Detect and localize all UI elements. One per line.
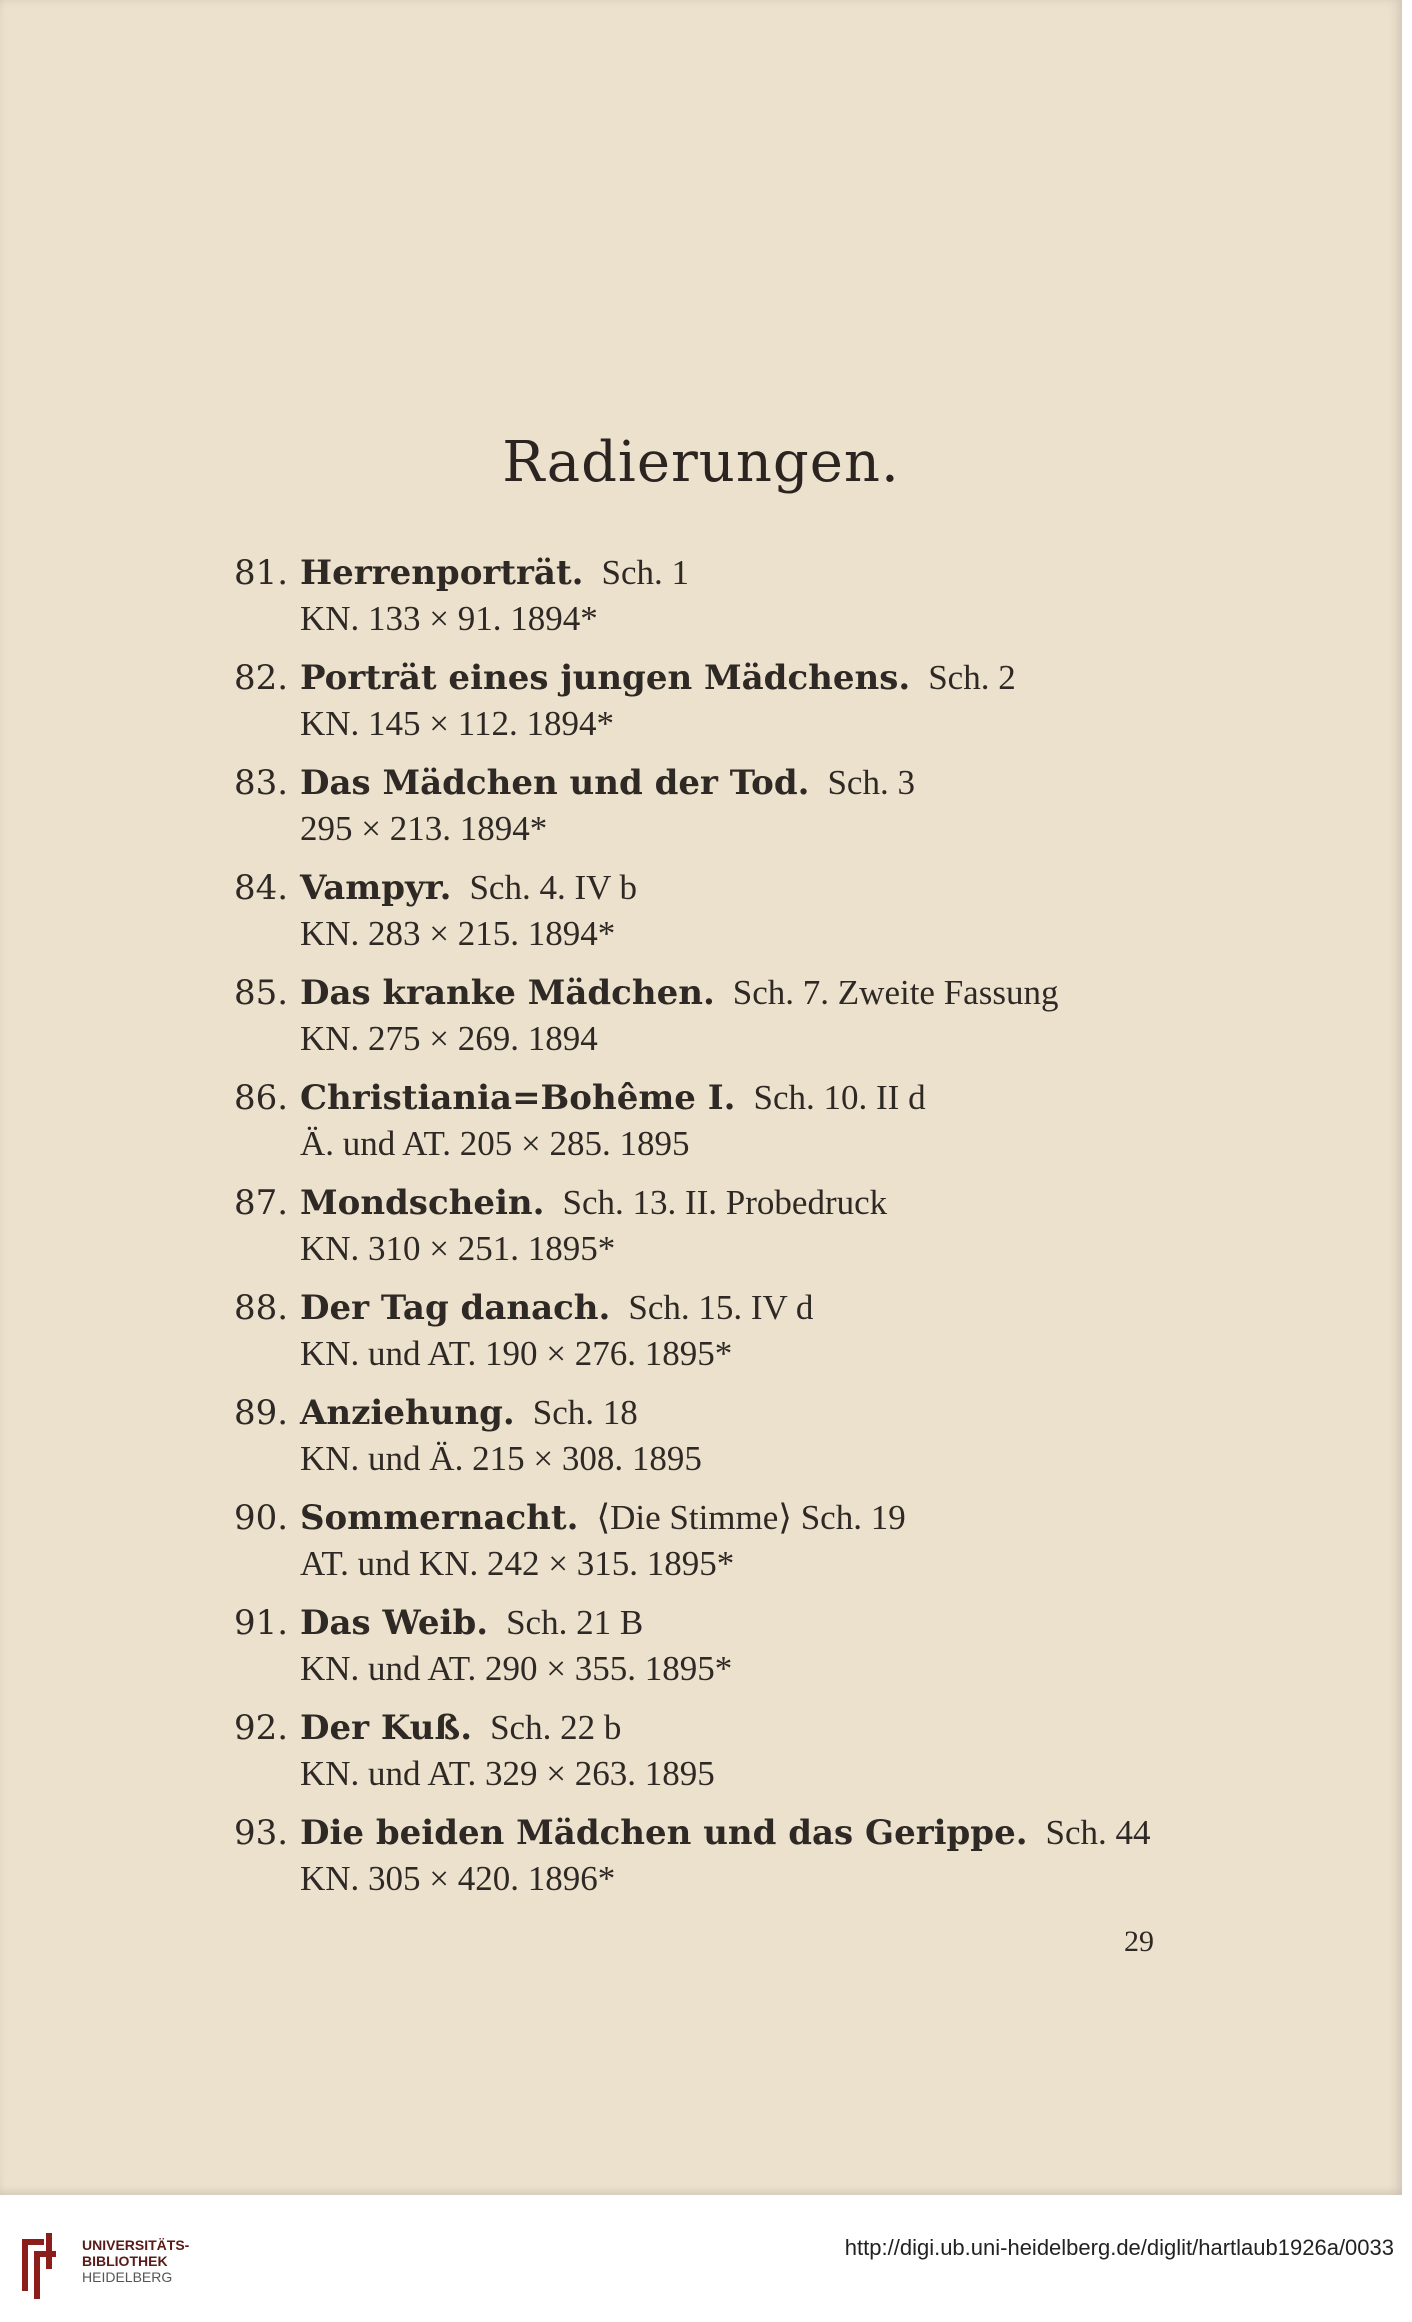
- catalog-entries: [234, 550, 1234, 1915]
- entry-line-1: [234, 1600, 1234, 1646]
- entry-title: Mondschein.: [300, 1183, 545, 1223]
- entry-reference: Sch. 4. IV b: [469, 868, 637, 907]
- catalog-entry: [234, 970, 1234, 1075]
- entry-number: 91.: [234, 1603, 289, 1643]
- entry-details: KN. 305 × 420. 1896*: [300, 1859, 616, 1898]
- catalog-entry: [234, 1180, 1234, 1285]
- entry-details: KN. 310 × 251. 1895*: [300, 1229, 616, 1268]
- entry-line-1: [234, 865, 1234, 911]
- entry-title: Porträt eines jungen Mädchens.: [300, 658, 911, 698]
- catalog-entry: [234, 655, 1234, 760]
- page-title: Radierungen.: [502, 430, 900, 495]
- library-logo-text: UNIVERSITÄTS- BIBLIOTHEK HEIDELBERG: [82, 2237, 190, 2285]
- entry-reference: Sch. 7. Zweite Fassung: [732, 973, 1059, 1012]
- entry-number: 84.: [234, 868, 289, 908]
- catalog-entry: [234, 1600, 1234, 1705]
- catalog-entry: [234, 1390, 1234, 1495]
- entry-reference: Sch. 44: [1045, 1813, 1151, 1852]
- catalog-entry: [234, 1705, 1234, 1810]
- entry-title: Vampyr.: [300, 868, 452, 908]
- entry-title: Christiania=Bohême I.: [300, 1078, 736, 1118]
- entry-number: 86.: [234, 1078, 289, 1118]
- entry-number: 82.: [234, 658, 289, 698]
- entry-details: KN. und AT. 190 × 276. 1895*: [300, 1334, 733, 1373]
- entry-title: Die beiden Mädchen und das Gerippe.: [300, 1813, 1028, 1853]
- entry-number: 85.: [234, 973, 289, 1013]
- entry-title: Der Tag danach.: [300, 1288, 611, 1328]
- entry-number: 81.: [234, 553, 289, 593]
- entry-reference: Sch. 21 B: [506, 1603, 644, 1642]
- entry-details: Ä. und AT. 205 × 285. 1895: [300, 1124, 690, 1163]
- entry-number: 88.: [234, 1288, 289, 1328]
- entry-title: Das Weib.: [300, 1603, 489, 1643]
- entry-details: AT. und KN. 242 × 315. 1895*: [300, 1544, 735, 1583]
- source-url[interactable]: http://digi.ub.uni-heidelberg.de/diglit/hartlaub1926a/0033: [844, 2235, 1394, 2260]
- entry-line-1: [234, 760, 1234, 806]
- entry-line-1: [234, 1810, 1234, 1856]
- catalog-entry: [234, 1285, 1234, 1390]
- entry-number: 92.: [234, 1708, 289, 1748]
- library-logo-icon: [14, 2229, 68, 2301]
- entry-details: KN. 283 × 215. 1894*: [300, 914, 616, 953]
- entry-reference: Sch. 22 b: [490, 1708, 622, 1747]
- entry-line-1: [234, 655, 1234, 701]
- entry-details: KN. und AT. 329 × 263. 1895: [300, 1754, 715, 1793]
- catalog-entry: [234, 1495, 1234, 1600]
- entry-line-1: [234, 1180, 1234, 1226]
- entry-reference: Sch. 10. II d: [753, 1078, 926, 1117]
- entry-reference: Sch. 3: [827, 763, 915, 802]
- entry-line-1: [234, 1705, 1234, 1751]
- catalog-entry: [234, 1810, 1234, 1915]
- entry-details: KN. 145 × 112. 1894*: [300, 704, 614, 743]
- entry-line-1: [234, 970, 1234, 1016]
- entry-title: Herrenporträt.: [300, 553, 584, 593]
- catalog-entry: [234, 1075, 1234, 1180]
- entry-reference: ⟨Die Stimme⟩ Sch. 19: [596, 1498, 906, 1537]
- catalog-entry: [234, 865, 1234, 970]
- entry-title: Sommernacht.: [300, 1498, 579, 1538]
- entry-details: 295 × 213. 1894*: [300, 809, 548, 848]
- entry-number: 87.: [234, 1183, 289, 1223]
- entry-number: 90.: [234, 1498, 289, 1538]
- page-number: 29: [1124, 1925, 1154, 1958]
- entry-reference: Sch. 13. II. Probedruck: [562, 1183, 888, 1222]
- entry-number: 89.: [234, 1393, 289, 1433]
- entry-reference: Sch. 2: [928, 658, 1016, 697]
- entry-title: Das kranke Mädchen.: [300, 973, 715, 1013]
- entry-line-1: [234, 1390, 1234, 1436]
- entry-line-1: [234, 1075, 1234, 1121]
- entry-title: Anziehung.: [300, 1393, 515, 1433]
- entry-details: KN. 275 × 269. 1894: [300, 1019, 598, 1058]
- entry-line-1: [234, 550, 1234, 596]
- entry-title: Das Mädchen und der Tod.: [300, 763, 810, 803]
- entry-line-1: [234, 1495, 1234, 1541]
- catalog-entry: [234, 550, 1234, 655]
- entry-reference: Sch. 15. IV d: [628, 1288, 814, 1327]
- entry-reference: Sch. 1: [601, 553, 689, 592]
- entry-details: KN. 133 × 91. 1894*: [300, 599, 598, 638]
- entry-details: KN. und AT. 290 × 355. 1895*: [300, 1649, 733, 1688]
- entry-line-1: [234, 1285, 1234, 1331]
- entry-title: Der Kuß.: [300, 1708, 473, 1748]
- catalog-entry: [234, 760, 1234, 865]
- viewer-footer: [0, 2195, 1412, 2322]
- entry-number: 83.: [234, 763, 289, 803]
- entry-details: KN. und Ä. 215 × 308. 1895: [300, 1439, 702, 1478]
- entry-reference: Sch. 18: [532, 1393, 638, 1432]
- entry-number: 93.: [234, 1813, 289, 1853]
